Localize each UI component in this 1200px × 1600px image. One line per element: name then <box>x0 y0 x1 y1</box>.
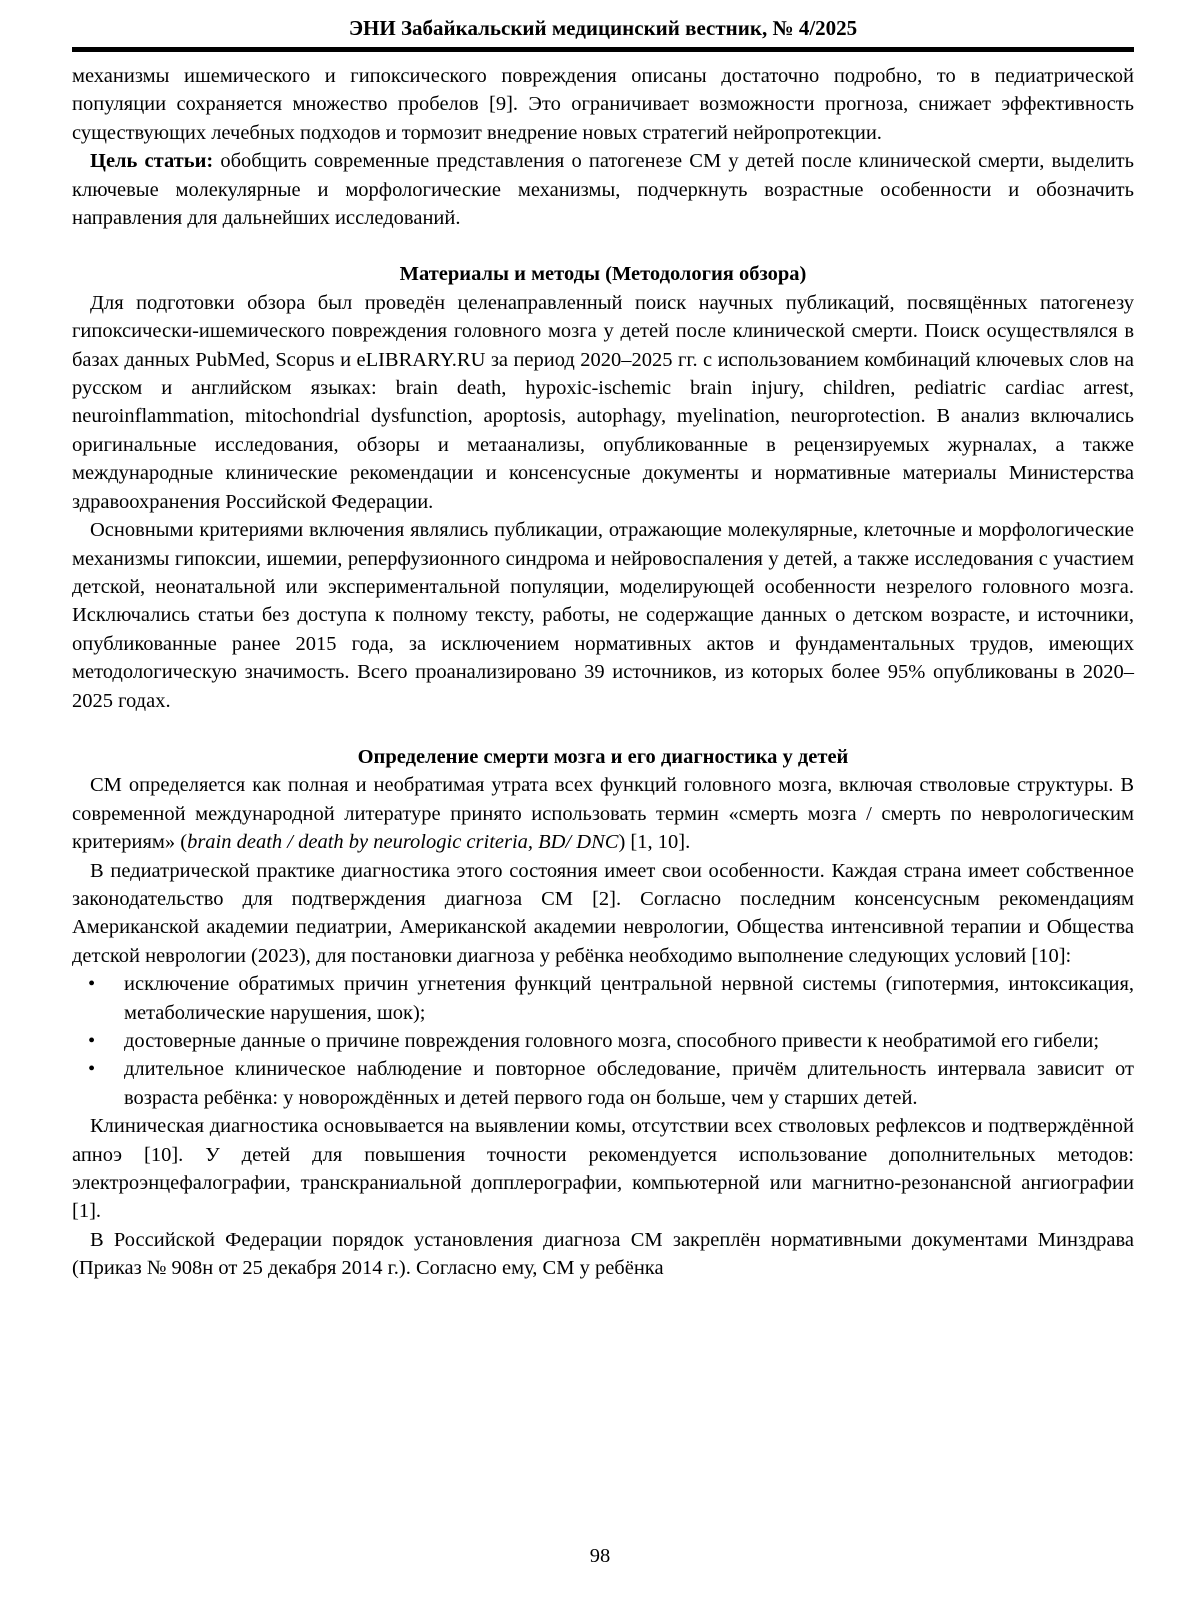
definition-paragraph-2: В педиатрической практике диагностика этого состояния имеет свои особенности. Каждая страна имеет собственное законодательство для подтверждения диагноза СМ [2]. Согласно последним консенсусным рекомендациям Американской академии педиатрии, Американской академии неврологии, Общества интенсивной терапии и Общества детской неврологии (2023), для постановки диагноза у ребёнка необходимо выполнение следующих условий [10]: <box>72 859 1134 967</box>
list-item-text: достоверные данные о причине повреждения головного мозга, способного привести к необратимой его гибели; <box>124 1030 1100 1052</box>
definition-paragraph-1 <box>72 771 1134 856</box>
list-item <box>72 970 1134 1027</box>
definition-p1-end: ) [1, 10]. <box>618 831 691 854</box>
methods-paragraph-1: Для подготовки обзора был проведён целенаправленный поиск научных публикаций, посвящённых патогенезу гипоксически-ишемического повреждения головного мозга у детей после клинической смерти. Поиск осуществлялся в базах данных PubMed, Scopus и eLIBRARY.RU за период 2020–2025 гг. с использованием комбинаций ключевых слов на русском и английском языках: brain death, hypoxic-ischemic brain injury, children, pediatric cardiac arrest, neuroinflammation, mitochondrial dysfunction, apoptosis, autophagy, myelination, neuroprotection. В анализ включались оригинальные исследования, обзоры и метаанализы, опубликованные в рецензируемых журналах, а также международные клинические рекомендации и консенсусные документы и нормативные материалы Министерства здравоохранения Российской Федерации. <box>72 291 1134 513</box>
aim-paragraph <box>72 147 1134 232</box>
list-item <box>72 1055 1134 1112</box>
list-item-text: длительное клиническое наблюдение и повторное обследование, причём длительность интервала зависит от возраста ребёнка: у новорождённых и детей первого года он больше, чем у старших детей. <box>124 1058 1134 1109</box>
methods-paragraph-2: Основными критериями включения являлись публикации, отражающие молекулярные, клеточные и морфологические механизмы гипоксии, ишемии, реперфузионного синдрома и нейровоспаления у детей, а также исследования с участием детской, неонатальной или экспериментальной популяции, моделирующей особенности незрелого головного мозга. Исключались статьи без доступа к полному тексту, работы, не содержащие данных о детском возрасте, и источники, опубликованные ранее 2015 года, за исключением нормативных актов и фундаментальных трудов, имеющих методологическую значимость. Всего проанализировано 39 источников, из которых более 95% опубликованы в 2020–2025 годах. <box>72 519 1134 712</box>
journal-header: ЭНИ Забайкальский медицинский вестник, № 4/2025 <box>348 16 858 40</box>
list-item <box>72 1027 1134 1055</box>
header-rule <box>72 47 1134 52</box>
page-number: 98 <box>589 1545 611 1567</box>
methods-heading: Материалы и методы (Методология обзора) <box>399 263 807 286</box>
definition-heading: Определение смерти мозга и его диагностика у детей <box>357 745 849 768</box>
definition-p1-start: СМ определяется как полная и необратимая утрата всех функций головного мозга, включая стволовые структуры. В современной международной литературе принято использовать термин «смерть мозга / смерть по неврологическим критериям» ( <box>72 774 1134 854</box>
conditions-list <box>72 970 1134 1112</box>
bullet-icon: • <box>88 973 96 996</box>
definition-paragraph-4: В Российской Федерации порядок установления диагноза СМ закреплён нормативными документами Минздрава (Приказ № 908н от 25 декабря 2014 г.). Согласно ему, СМ у ребёнка <box>72 1228 1134 1280</box>
intro-paragraph: механизмы ишемического и гипоксического повреждения описаны достаточно подробно, то в педиатрической популяции сохраняется множество пробелов [9]. Это ограничивает возможности прогноза, снижает эффективность существующих лечебных подходов и тормозит внедрение новых стратегий нейропротекции. <box>72 65 1134 144</box>
list-item-text: исключение обратимых причин угнетения функций центральной нервной системы (гипотермия, интоксикация, метаболические нарушения, шок); <box>124 973 1134 1024</box>
article-body <box>72 62 1134 1283</box>
aim-label: Цель статьи: <box>90 150 214 173</box>
definition-p1-italic: brain death / death by neurologic criteria, BD/ DNC <box>187 831 619 854</box>
bullet-icon: • <box>88 1030 96 1052</box>
aim-text: обобщить современные представления о патогенезе СМ у детей после клинической смерти, выделить ключевые молекулярные и морфологические механизмы, подчеркнуть возрастные особенности и обозначить направления для дальнейших исследований. <box>72 150 1134 230</box>
definition-paragraph-3: Клиническая диагностика основывается на выявлении комы, отсутствии всех стволовых рефлексов и подтверждённой апноэ [10]. У детей для повышения точности рекомендуется использование дополнительных методов: электроэнцефалографии, транскраниальной допплерографии, компьютерной или магнитно-резонансной ангиографии [1]. <box>72 1115 1134 1223</box>
bullet-icon: • <box>88 1058 96 1081</box>
